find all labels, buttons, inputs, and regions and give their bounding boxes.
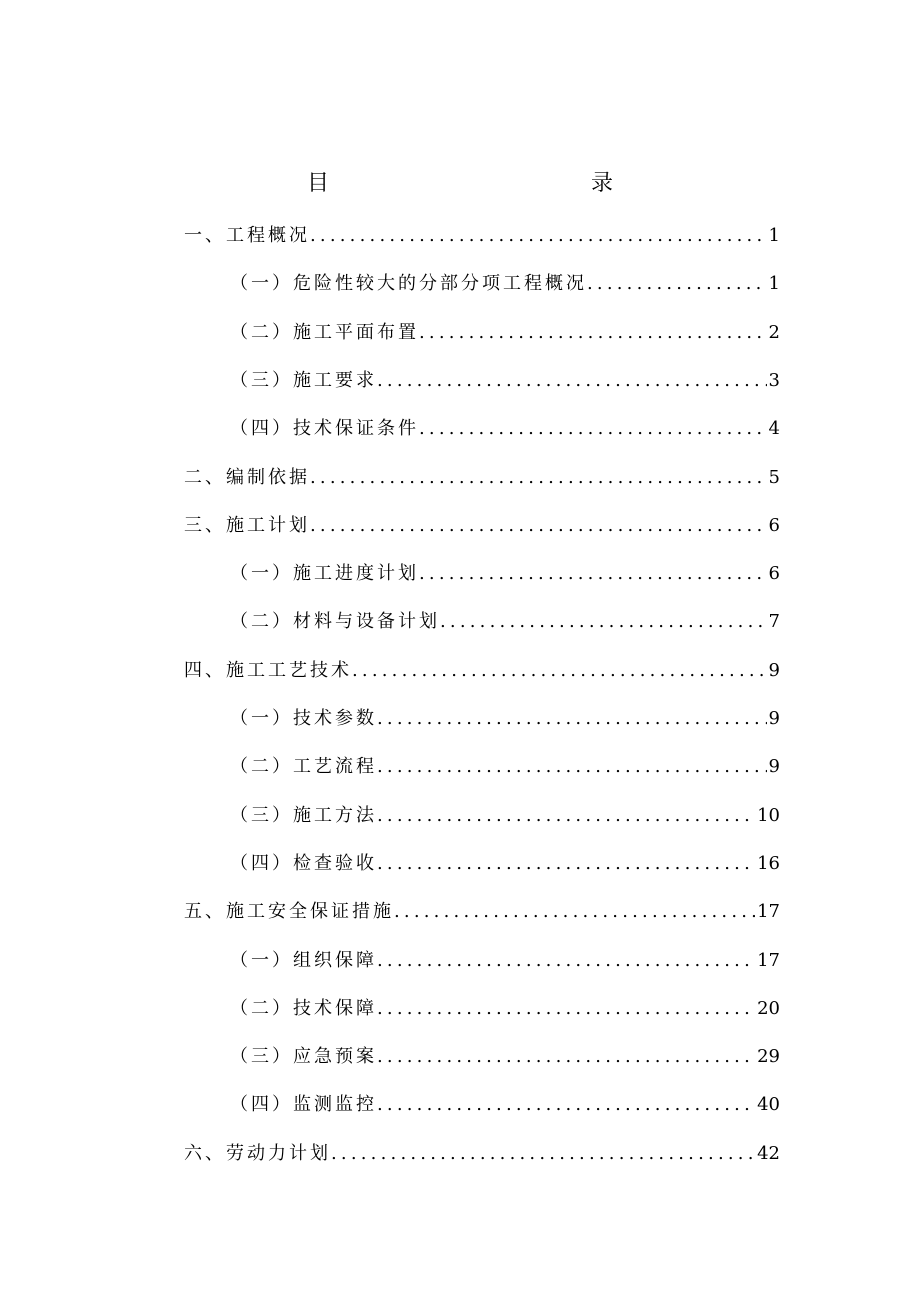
toc-entry-label: 六、劳动力计划 (184, 1142, 331, 1164)
toc-entry-page-number: 2 (768, 321, 780, 343)
toc-entry-label: （一）技术参数 (230, 708, 377, 729)
toc-entry-page-number: 16 (757, 852, 780, 874)
toc-dot-leader (352, 647, 767, 695)
toc-entry[interactable] (184, 502, 780, 550)
toc-entry[interactable] (184, 1130, 780, 1178)
toc-dot-leader (377, 840, 755, 888)
toc-dot-leader (377, 985, 755, 1033)
toc-dot-leader (440, 598, 767, 646)
toc-entry-label: （四）检查验收 (230, 852, 377, 874)
toc-entry[interactable] (230, 1033, 780, 1081)
toc-dot-leader (377, 792, 755, 840)
toc-entry[interactable] (230, 937, 780, 985)
toc-dot-leader (377, 357, 767, 405)
toc-dot-leader (377, 937, 755, 985)
toc-entry-page-number: 7 (768, 611, 780, 633)
toc-entry[interactable] (230, 840, 780, 888)
toc-entry-label: 一、工程概况 (184, 225, 310, 246)
toc-entry-page-number: 40 (757, 1094, 780, 1116)
toc-entry-page-number: 29 (757, 1046, 780, 1068)
toc-dot-leader (377, 1081, 755, 1129)
toc-entry-label: （一）施工进度计划 (230, 563, 419, 585)
toc-entry-label: （一）组织保障 (230, 949, 377, 971)
toc-entry-page-number: 6 (768, 514, 780, 536)
toc-entry-label: （二）工艺流程 (230, 756, 377, 778)
toc-entry[interactable] (230, 695, 780, 743)
toc-entry[interactable] (230, 985, 780, 1033)
toc-entry-label: （一）危险性较大的分部分项工程概况 (230, 273, 587, 295)
toc-dot-leader (331, 1130, 755, 1178)
toc-dot-leader (310, 502, 767, 550)
toc-entry-label: （四）技术保证条件 (230, 418, 419, 440)
toc-entry-page-number: 20 (757, 997, 780, 1019)
toc-entry-page-number: 10 (757, 804, 780, 826)
toc-entry-page-number: 9 (768, 708, 780, 729)
toc-entry[interactable] (230, 405, 780, 453)
toc-entry-label: （三）应急预案 (230, 1046, 377, 1068)
toc-entry[interactable] (184, 212, 780, 260)
toc-entry[interactable] (230, 357, 780, 405)
toc-dot-leader (377, 1033, 755, 1081)
toc-entry[interactable] (184, 888, 780, 936)
toc-entry-page-number: 4 (768, 418, 780, 440)
toc-title (307, 166, 613, 202)
toc-entry-label: 五、施工安全保证措施 (184, 901, 394, 923)
toc-entry-page-number: 1 (768, 273, 780, 295)
toc-dot-leader (419, 309, 767, 357)
toc-entry[interactable] (184, 454, 780, 502)
toc-title-right: 录 (590, 171, 613, 196)
toc-entry[interactable] (230, 792, 780, 840)
toc-entry-label: 四、施工工艺技术 (184, 659, 352, 681)
toc-title-left: 目 (307, 171, 330, 196)
toc-entry-label: （三）施工要求 (230, 369, 377, 391)
toc-entry-page-number: 1 (768, 225, 780, 246)
toc-entry-label: （二）技术保障 (230, 997, 377, 1019)
toc-entry-label: （四）监测监控 (230, 1094, 377, 1116)
toc-entry-label: 二、编制依据 (184, 466, 310, 488)
toc-dot-leader (394, 888, 755, 936)
toc-entry[interactable] (230, 1081, 780, 1129)
toc-entry-page-number: 17 (757, 901, 780, 923)
toc-entry-page-number: 5 (768, 466, 780, 488)
toc-dot-leader (419, 550, 767, 598)
toc-dot-leader (310, 212, 767, 260)
toc-entry-label: （二）施工平面布置 (230, 321, 419, 343)
toc-dot-leader (310, 454, 767, 502)
toc-entry-label: 三、施工计划 (184, 514, 310, 536)
toc-entry-page-number: 3 (768, 369, 780, 391)
toc-entry-label: （二）材料与设备计划 (230, 611, 440, 633)
toc-entry-label: （三）施工方法 (230, 804, 377, 826)
toc-entry-page-number: 9 (768, 659, 780, 681)
toc-entry-page-number: 6 (768, 563, 780, 585)
toc-dot-leader (587, 260, 767, 308)
toc-dot-leader (377, 743, 767, 791)
toc-entry[interactable] (184, 647, 780, 695)
toc-entry-page-number: 17 (757, 949, 780, 971)
toc-entry[interactable] (230, 550, 780, 598)
toc-entry[interactable] (230, 598, 780, 646)
toc-dot-leader (419, 405, 767, 453)
toc-entry-page-number: 9 (768, 756, 780, 778)
toc-entry-page-number: 42 (757, 1142, 780, 1164)
toc-entry[interactable] (230, 260, 780, 308)
toc-entry[interactable] (230, 309, 780, 357)
toc-dot-leader (377, 695, 767, 743)
toc-entry[interactable] (230, 743, 780, 791)
